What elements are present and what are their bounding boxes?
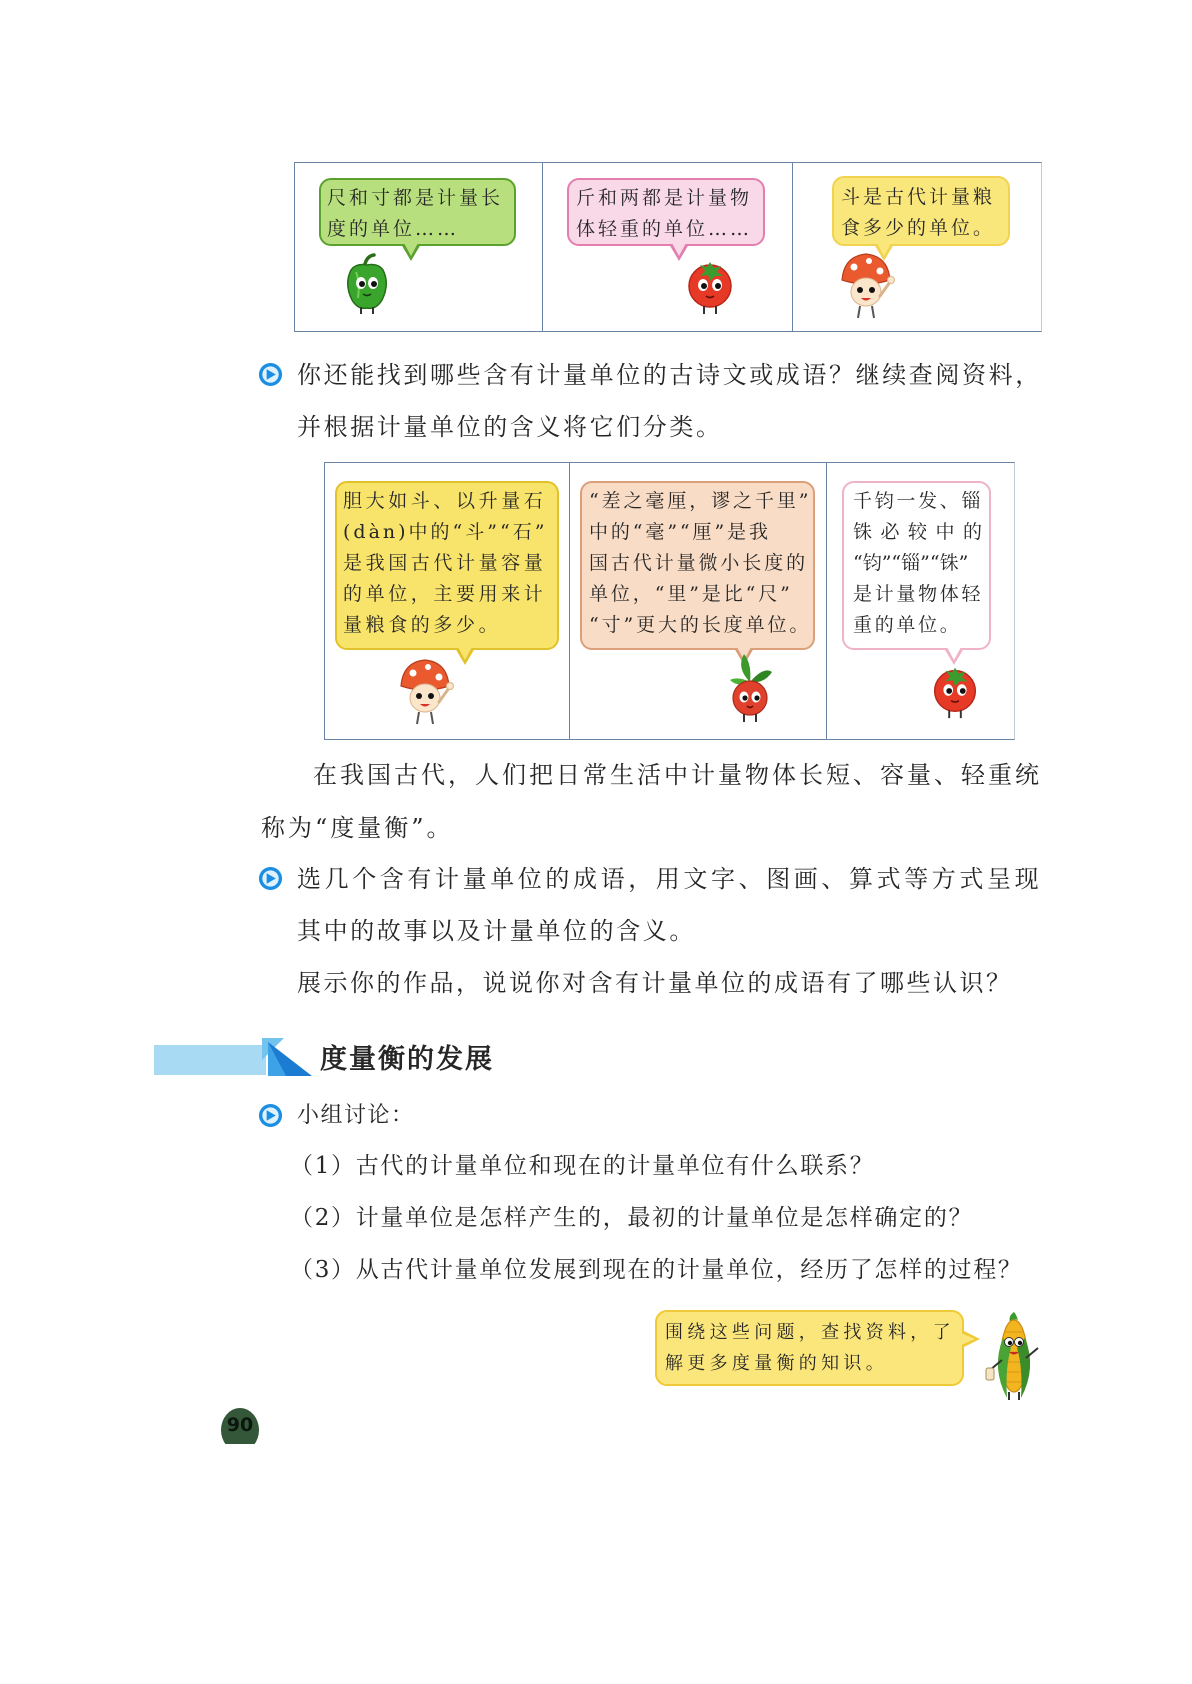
bubble-text-line: 的单位，主要用来计	[343, 583, 547, 605]
speech-bubble	[842, 481, 991, 650]
play-circle-icon	[258, 866, 283, 891]
bubble-text-line: 国古代计量微小长度的	[589, 552, 809, 574]
bubble-text-line: 斤和两都是计量物	[576, 187, 753, 209]
speech-bubble	[567, 178, 765, 246]
hint-speech-bubble	[655, 1310, 964, 1386]
panel-divider	[569, 463, 570, 739]
discussion-question: （2）计量单位是怎样产生的，最初的计量单位是怎样确定的？	[290, 1205, 974, 1231]
bubble-text-line: (dàn)中的“斗”“石”	[343, 521, 548, 543]
activity-text: 其中的故事以及计量单位的含义。	[297, 917, 696, 945]
discussion-question: （1）古代的计量单位和现在的计量单位有什么联系？	[290, 1153, 875, 1179]
section-arrow-icon	[262, 1036, 314, 1078]
bubble-text-line: 中的“毫”“厘”是我	[589, 521, 771, 543]
bubble-text-line: 围绕这些问题，查找资料，了	[665, 1322, 955, 1343]
bubble-text-line: 铢必较中的	[853, 521, 991, 543]
paragraph-text: 称为“度量衡”。	[261, 814, 454, 842]
bubble-text-line: 尺和寸都是计量长	[327, 187, 504, 209]
bubble-text-line: “钧”“锱”“铢”	[853, 552, 969, 574]
page-number-badge	[221, 1408, 259, 1444]
activity-text: 选几个含有计量单位的成语，用文字、图画、算式等方式呈现	[297, 865, 1043, 893]
bubble-text-line: 千钧一发、锱	[853, 490, 984, 512]
bubble-text-line: 解更多度量衡的知识。	[665, 1353, 888, 1374]
bubble-text-line: 体轻重的单位……	[576, 218, 753, 240]
activity-text: 你还能找到哪些含有计量单位的古诗文或成语？继续查阅资料，	[297, 361, 1042, 389]
bubble-text-line: 斗是古代计量粮	[841, 186, 996, 208]
bubble-text-line: 度的单位……	[327, 218, 460, 240]
mushroom-character	[394, 656, 456, 728]
tomato-character	[922, 660, 988, 720]
bubble-text-line: 食多少的单位。	[841, 217, 996, 239]
bubble-text-line: 是我国古代计量容量	[343, 552, 547, 574]
bubble-text-line: 是计量物体轻	[853, 583, 984, 605]
play-circle-icon	[258, 1103, 283, 1128]
green-pepper-character	[342, 252, 392, 316]
play-circle-icon	[258, 362, 283, 387]
page-number: 90	[221, 1408, 259, 1444]
panel-divider	[792, 163, 793, 331]
bubble-text-line: 单位，“里”是比“尺”	[589, 583, 793, 605]
bubble-text-line: 量粮食的多少。	[343, 614, 502, 636]
activity-text: 并根据计量单位的含义将它们分类。	[297, 413, 723, 441]
discussion-label: 小组讨论：	[297, 1103, 415, 1128]
speech-bubble	[319, 178, 516, 246]
section-title: 度量衡的发展	[320, 1044, 494, 1075]
speech-bubble	[580, 481, 815, 650]
speech-bubble	[832, 176, 1010, 246]
bubble-text-line: “差之毫厘，谬之千里”	[589, 490, 812, 512]
discussion-question: （3）从古代计量单位发展到现在的计量单位，经历了怎样的过程？	[290, 1257, 1023, 1283]
section-header-bar	[154, 1045, 266, 1075]
bubble-text-line: “寸”更大的长度单位。	[589, 614, 812, 636]
tomato-character	[680, 254, 740, 316]
speech-bubble	[335, 481, 559, 650]
activity-followup-text: 展示你的作品，说说你对含有计量单位的成语有了哪些认识？	[297, 969, 1013, 997]
bubble-text-line: 重的单位。	[853, 614, 962, 636]
panel-divider	[542, 163, 543, 331]
panel-divider	[826, 463, 827, 739]
radish-character	[722, 652, 778, 724]
bubble-text-line: 胆大如斗、以升量石	[343, 490, 547, 512]
paragraph-text: 在我国古代，人们把日常生活中计量物体长短、容量、轻重统	[313, 761, 1042, 789]
corn-character	[984, 1308, 1044, 1402]
mushroom-character	[836, 250, 896, 322]
